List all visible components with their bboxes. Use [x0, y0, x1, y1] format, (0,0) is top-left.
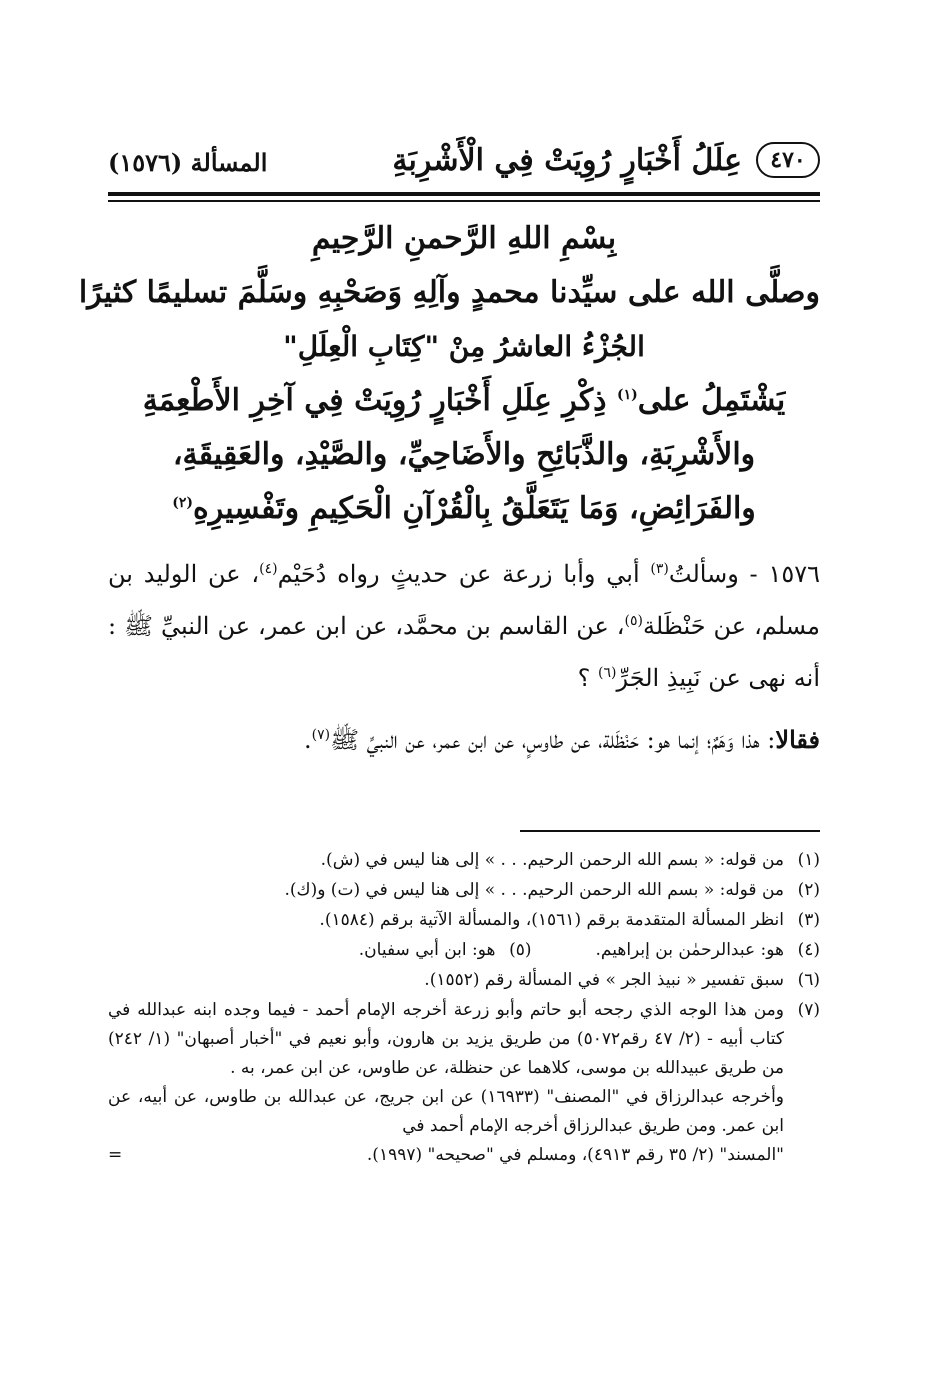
issue-label: المسألة (١٥٧٦)	[108, 148, 268, 177]
footnote-3	[108, 906, 820, 934]
footnote-number: (٧)	[797, 1000, 820, 1020]
question-text: ، عن الوليد بن مسلم، عن حَنْظَلة	[108, 560, 821, 640]
footnote-text: "المسند" (٢/ ٣٥ رقم ٤٩١٣)، ومسلم في "صحيحه" (١٩٩٧).	[366, 1145, 784, 1165]
paragraph-answer	[108, 714, 820, 766]
contents-text: ذِكْرِ عِلَلِ أَخْبَارٍ رُوِيَتْ فِي آخِرِ الأَطْعِمَةِ	[142, 383, 617, 418]
question-text: ١٥٧٦ - وسألتُ	[668, 560, 820, 588]
running-title: عِلَلُ أَخْبَارٍ رُوِيَتْ فِي الْأَشْرِبَةِ	[392, 143, 742, 178]
footnote-7	[108, 996, 820, 1083]
question-text: ؟	[577, 664, 598, 692]
contents-line-2: والأَشْرِبَةِ، والذَّبَائِحِ والأَضَاحِيِّ، والصَّيْدِ، والعَقِيقَةِ،	[172, 437, 756, 472]
answer-end: .	[303, 726, 312, 754]
header-rule-thin	[108, 200, 820, 202]
footnote-number: (٢)	[797, 880, 820, 900]
footnote-separator	[520, 830, 820, 832]
footnote-text: هو: عبدالرحمٰن بن إبراهيم.	[595, 940, 784, 960]
footnote-number: (٥)	[509, 940, 532, 960]
footnote-text: ومن هذا الوجه الذي رجحه أبو حاتم وأبو زرعة أخرجه الإمام أحمد - فيما وجده ابنه عبدالله في كتاب أبيه - (٢/ ٤٧ رقم٥٠٧٢) من طريق يزيد بن هارون، وأبو نعيم في "أخبار أصبهان" (١/ ٢٤٢) من طريق عبيدالله بن موسى، كلاهما عن حنظلة، عن طاوس، عن ابن عمر، به .	[108, 1000, 784, 1078]
contents-line-3	[108, 482, 820, 536]
page-number: ٤٧٠	[756, 142, 820, 178]
footnote-1	[108, 846, 820, 874]
footnote-number: (١)	[797, 850, 820, 870]
footnote-text: سبق تفسير « نبيذ الجر » في المسألة رقم (١٥٥٢).	[424, 970, 784, 990]
footnote-text: انظر المسألة المتقدمة برقم (١٥٦١)، والمسألة الآتية برقم (١٥٨٤).	[319, 910, 784, 930]
answer-lead: فقالا	[775, 725, 820, 754]
footnote-ref-3: (٣)	[650, 561, 669, 577]
part-title: الجُزْءُ العاشرُ مِنْ "كِتَابِ الْعِلَلِ"	[283, 330, 645, 363]
contents-text: والفَرَائِضِ، وَمَا يَتَعَلَّقُ بِالْقُرْآنِ الْحَكِيمِ وتَفْسِيرِهِ	[192, 491, 756, 526]
footnote-ref-5: (٥)	[624, 613, 643, 629]
contents-line-1	[108, 374, 820, 428]
basmala: بِسْمِ اللهِ الرَّحمنِ الرَّحِيمِ	[311, 221, 617, 256]
footnote-4-5	[108, 936, 820, 964]
footnote-ref-2: (٢)	[172, 495, 193, 511]
paragraph-question	[108, 548, 820, 704]
footnote-number: (٤)	[797, 940, 820, 960]
footnote-7-continuation: وأخرجه عبدالرزاق في "المصنف" (١٦٩٣٣) عن ابن جريج، عن عبدالله بن طاوس، عن أبيه، عن ابن عمر. ومن طريق عبدالرزاق أخرجه الإمام أحمد في	[108, 1087, 785, 1136]
footnote-text: من قوله: « بسم الله الرحمن الرحيم. . . » إلى هنا ليس في (ت) و(ك).	[284, 880, 784, 900]
question-text: ، عن القاسم بن محمَّد، عن ابن عمر، عن النبيِّ ﷺ : أنه نهى عن نَبِيذِ الجَرِّ	[108, 612, 820, 692]
footnote-pair	[108, 936, 784, 964]
footnote-number: (٦)	[797, 970, 820, 990]
footnote-ref-1: (١)	[616, 387, 638, 403]
footnotes	[108, 846, 820, 1170]
footnote-6	[108, 966, 820, 994]
footnote-text: من قوله: « بسم الله الرحمن الرحيم. . . » إلى هنا ليس في (ش).	[320, 850, 784, 870]
footnote-ref-7: (٧)	[311, 727, 331, 743]
continuation-mark: =	[108, 1145, 123, 1165]
footnote-2	[108, 876, 820, 904]
salawat-line: وصلَّى الله على سيِّدنا محمدٍ وآلِهِ وَصَحْبِهِ وسَلَّمَ تسليمًا كثيرًا	[78, 275, 820, 310]
footnote-number: (٣)	[797, 910, 820, 930]
footnote-text: هو: ابن أبي سفيان.	[358, 940, 496, 960]
footnote-ref-6: (٦)	[597, 665, 617, 681]
footnote-ref-4: (٤)	[259, 561, 278, 577]
header-rule-thick	[108, 192, 820, 196]
footnote-7-last-line	[108, 1141, 820, 1170]
question-text: أبي وأبا زرعة عن حديثٍ رواه دُحَيْم	[277, 560, 651, 588]
page-header	[108, 140, 820, 188]
answer-text: : هذا وَهَمٌ؛ إنما هو: حَنْظَلة، عن طاوسٍ، عن ابن عمر، عن النبيِّ ﷺ	[330, 726, 776, 754]
footnote-5	[359, 936, 532, 964]
opening-block	[78, 212, 820, 536]
contents-text: يَشْتَمِلُ على	[637, 383, 786, 418]
main-text	[108, 548, 820, 766]
